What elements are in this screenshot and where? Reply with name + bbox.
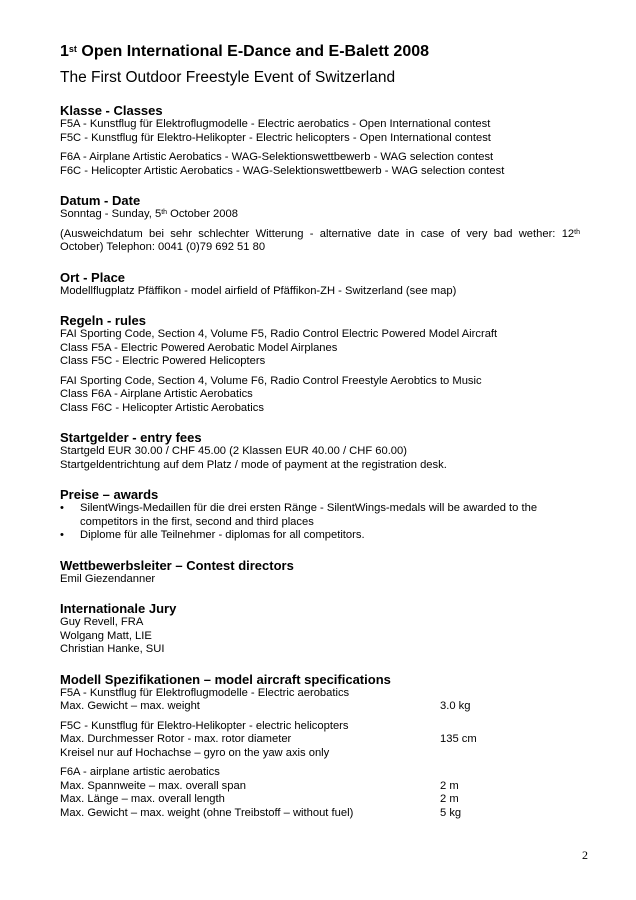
spec-row: [60, 733, 580, 747]
award-text: SilentWings-Medaillen für die drei ersten Ränge - SilentWings-medals will be awarded to the competitors in the first, second and third places: [80, 502, 538, 528]
spec-value: 2 m: [440, 779, 459, 792]
jury-member: Christian Hanke, SUI: [60, 643, 165, 655]
spec-value: 2 m: [440, 793, 459, 805]
award-text: Diplome für alle Teilnehmer - diplomas for all competitors.: [80, 529, 365, 541]
place-heading: Ort - Place: [60, 269, 126, 285]
rule-line: Class F6C - Helicopter Artistic Aerobatics: [60, 401, 264, 414]
class-line: F5C - Kunstflug für Elektro-Helikopter - Electric helicopters - Open International contest: [60, 131, 491, 144]
spec-value: 135 cm: [440, 733, 477, 745]
award-item: [60, 502, 580, 529]
bullet-icon: •: [60, 502, 64, 514]
alternative-date: (Ausweichdatum bei sehr schlechter Witterung - alternative date in case of very bad wether: 12th October) Telephon: 0041 (0)79 692 51 80: [60, 227, 580, 253]
directors-heading: Wettbewerbsleiter – Contest directors: [60, 557, 294, 573]
page-number: 2: [582, 848, 588, 862]
class-line: F6C - Helicopter Artistic Aerobatics - WAG-Selektionswettbewerb - WAG selection contest: [60, 164, 505, 177]
award-item: [60, 529, 580, 543]
spec-class-title: F5A - Kunstflug für Elektroflugmodelle - Electric aerobatics: [60, 686, 350, 699]
awards-heading: Preise – awards: [60, 487, 159, 502]
spec-label: Max. Durchmesser Rotor - max. rotor diameter: [60, 733, 292, 745]
spec-row: [60, 780, 580, 794]
rule-line: Class F5A - Electric Powered Aerobatic Model Airplanes: [60, 341, 338, 354]
specs-heading: Modell Spezifikationen – model aircraft specifications: [60, 671, 391, 687]
spec-label: Max. Spannweite – max. overall span: [60, 779, 246, 792]
jury-member: Guy Revell, FRA: [60, 616, 144, 628]
rule-line: Class F5C - Electric Powered Helicopters: [60, 355, 266, 367]
fee-line: Startgeldentrichtung auf dem Platz / mode of payment at the registration desk.: [60, 458, 447, 471]
place-line: Modellflugplatz Pfäffikon - model airfield of Pfäffikon-ZH - Switzerland (see map): [60, 284, 457, 297]
rules-heading: Regeln - rules: [60, 313, 146, 328]
spec-value: 3.0 kg: [440, 700, 471, 712]
class-line: F5A - Kunstflug für Elektroflugmodelle - Electric aerobatics - Open International contest: [60, 118, 491, 130]
spec-class-title: F6A - airplane artistic aerobatics: [60, 766, 220, 778]
spec-note: Kreisel nur auf Hochachse – gyro on the yaw axis only: [60, 746, 330, 759]
event-date: Sonntag - Sunday, 5th October 2008: [60, 208, 238, 220]
spec-row: [60, 807, 580, 821]
fees-heading: Startgelder - entry fees: [60, 430, 202, 445]
jury-member: Wolgang Matt, LIE: [60, 629, 152, 642]
spec-label: Max. Gewicht – max. weight: [60, 700, 200, 712]
rule-line: Class F6A - Airplane Artistic Aerobatics: [60, 388, 253, 400]
director-name: Emil Giezendanner: [60, 572, 156, 585]
spec-label: Max. Gewicht – max. weight (ohne Treibstoff – without fuel): [60, 806, 354, 819]
spec-value: 5 kg: [440, 806, 462, 819]
spec-row: [60, 700, 580, 714]
fee-line: Startgeld EUR 30.00 / CHF 45.00 (2 Klassen EUR 40.00 / CHF 60.00): [60, 445, 407, 457]
jury-heading: Internationale Jury: [60, 601, 177, 616]
class-line: F6A - Airplane Artistic Aerobatics - WAG-Selektionswettbewerb - WAG selection contest: [60, 151, 494, 163]
rule-line: FAI Sporting Code, Section 4, Volume F6, Radio Control Freestyle Aerobtics to Music: [60, 374, 482, 387]
page-title: 1st Open International E-Dance and E-Balett 2008: [60, 43, 430, 60]
page-subtitle: The First Outdoor Freestyle Event of Switzerland: [60, 69, 396, 86]
classes-heading: Klasse - Classes: [60, 103, 163, 118]
document-page: [60, 42, 580, 820]
spec-class-title: F5C - Kunstflug für Elektro-Helikopter - electric helicopters: [60, 719, 349, 732]
date-heading: Datum - Date: [60, 193, 141, 208]
rule-line: FAI Sporting Code, Section 4, Volume F5, Radio Control Electric Powered Model Aircraft: [60, 328, 498, 340]
bullet-icon: •: [60, 529, 64, 541]
spec-row: [60, 793, 580, 807]
spec-label: Max. Länge – max. overall length: [60, 793, 225, 805]
